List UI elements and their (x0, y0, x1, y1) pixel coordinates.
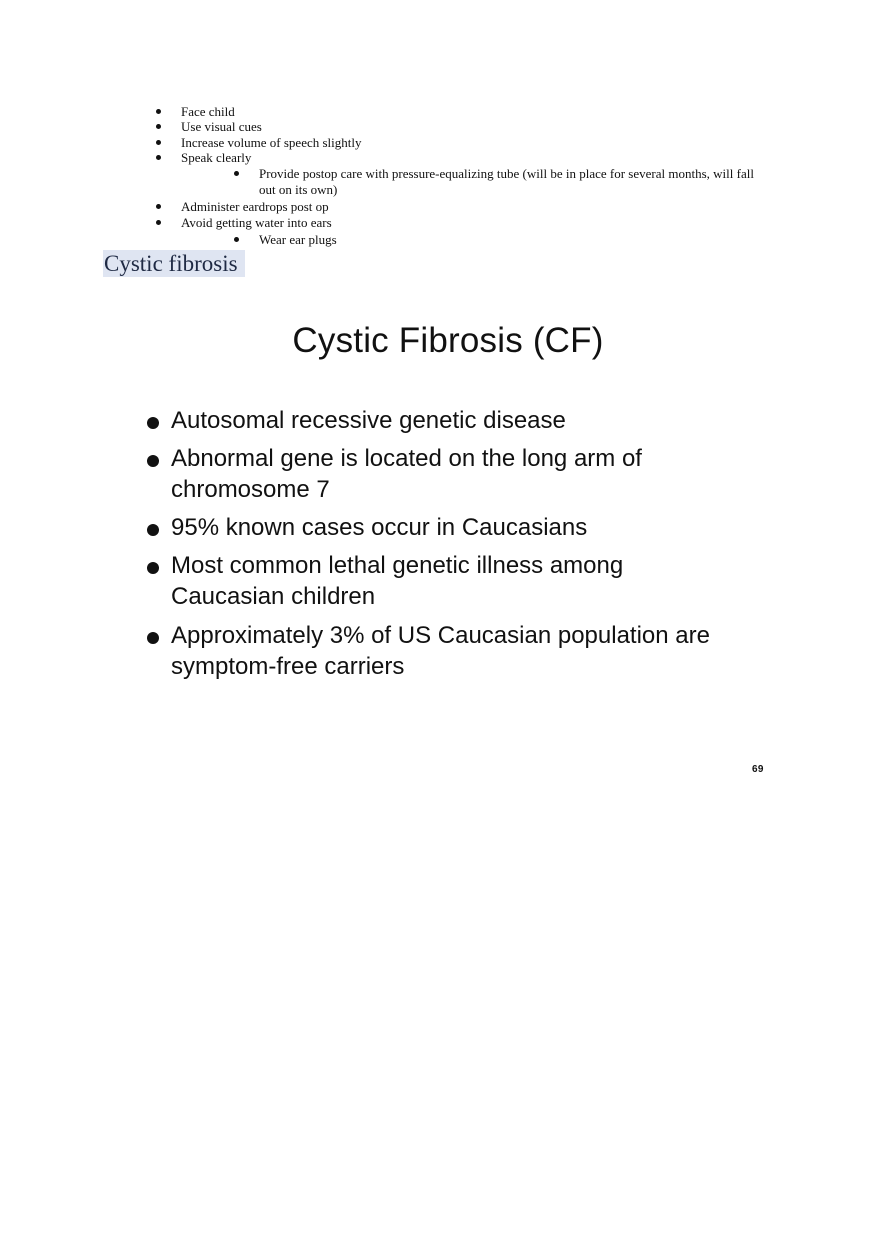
slide-title: Cystic Fibrosis (CF) (292, 321, 604, 360)
list-item: Increase volume of speech slightly (181, 135, 362, 150)
list-item: Use visual cues (181, 119, 262, 134)
slide-bullet: 95% known cases occur in Caucasians (171, 512, 731, 543)
slide-image (103, 290, 783, 790)
list-item: Administer eardrops post op (181, 199, 329, 214)
slide-bullet: Approximately 3% of US Caucasian population are symptom-free carriers (171, 620, 731, 682)
section-heading: Cystic fibrosis (103, 250, 245, 277)
list-item: Face child (181, 104, 235, 119)
list-item: Speak clearly (181, 150, 252, 165)
sub-list-item: Wear ear plugs (259, 232, 769, 248)
slide-bullet: Autosomal recessive genetic disease (171, 405, 731, 436)
slide-page-number: 69 (752, 764, 764, 775)
slide-bullet: Abnormal gene is located on the long arm of chromosome 7 (171, 443, 731, 505)
sub-list-item: Provide postop care with pressure-equalizing tube (will be in place for several months, will fall out on its own) (259, 166, 769, 198)
slide-bullet: Most common lethal genetic illness among Caucasian children (171, 550, 731, 612)
list-item: Avoid getting water into ears (181, 215, 332, 230)
